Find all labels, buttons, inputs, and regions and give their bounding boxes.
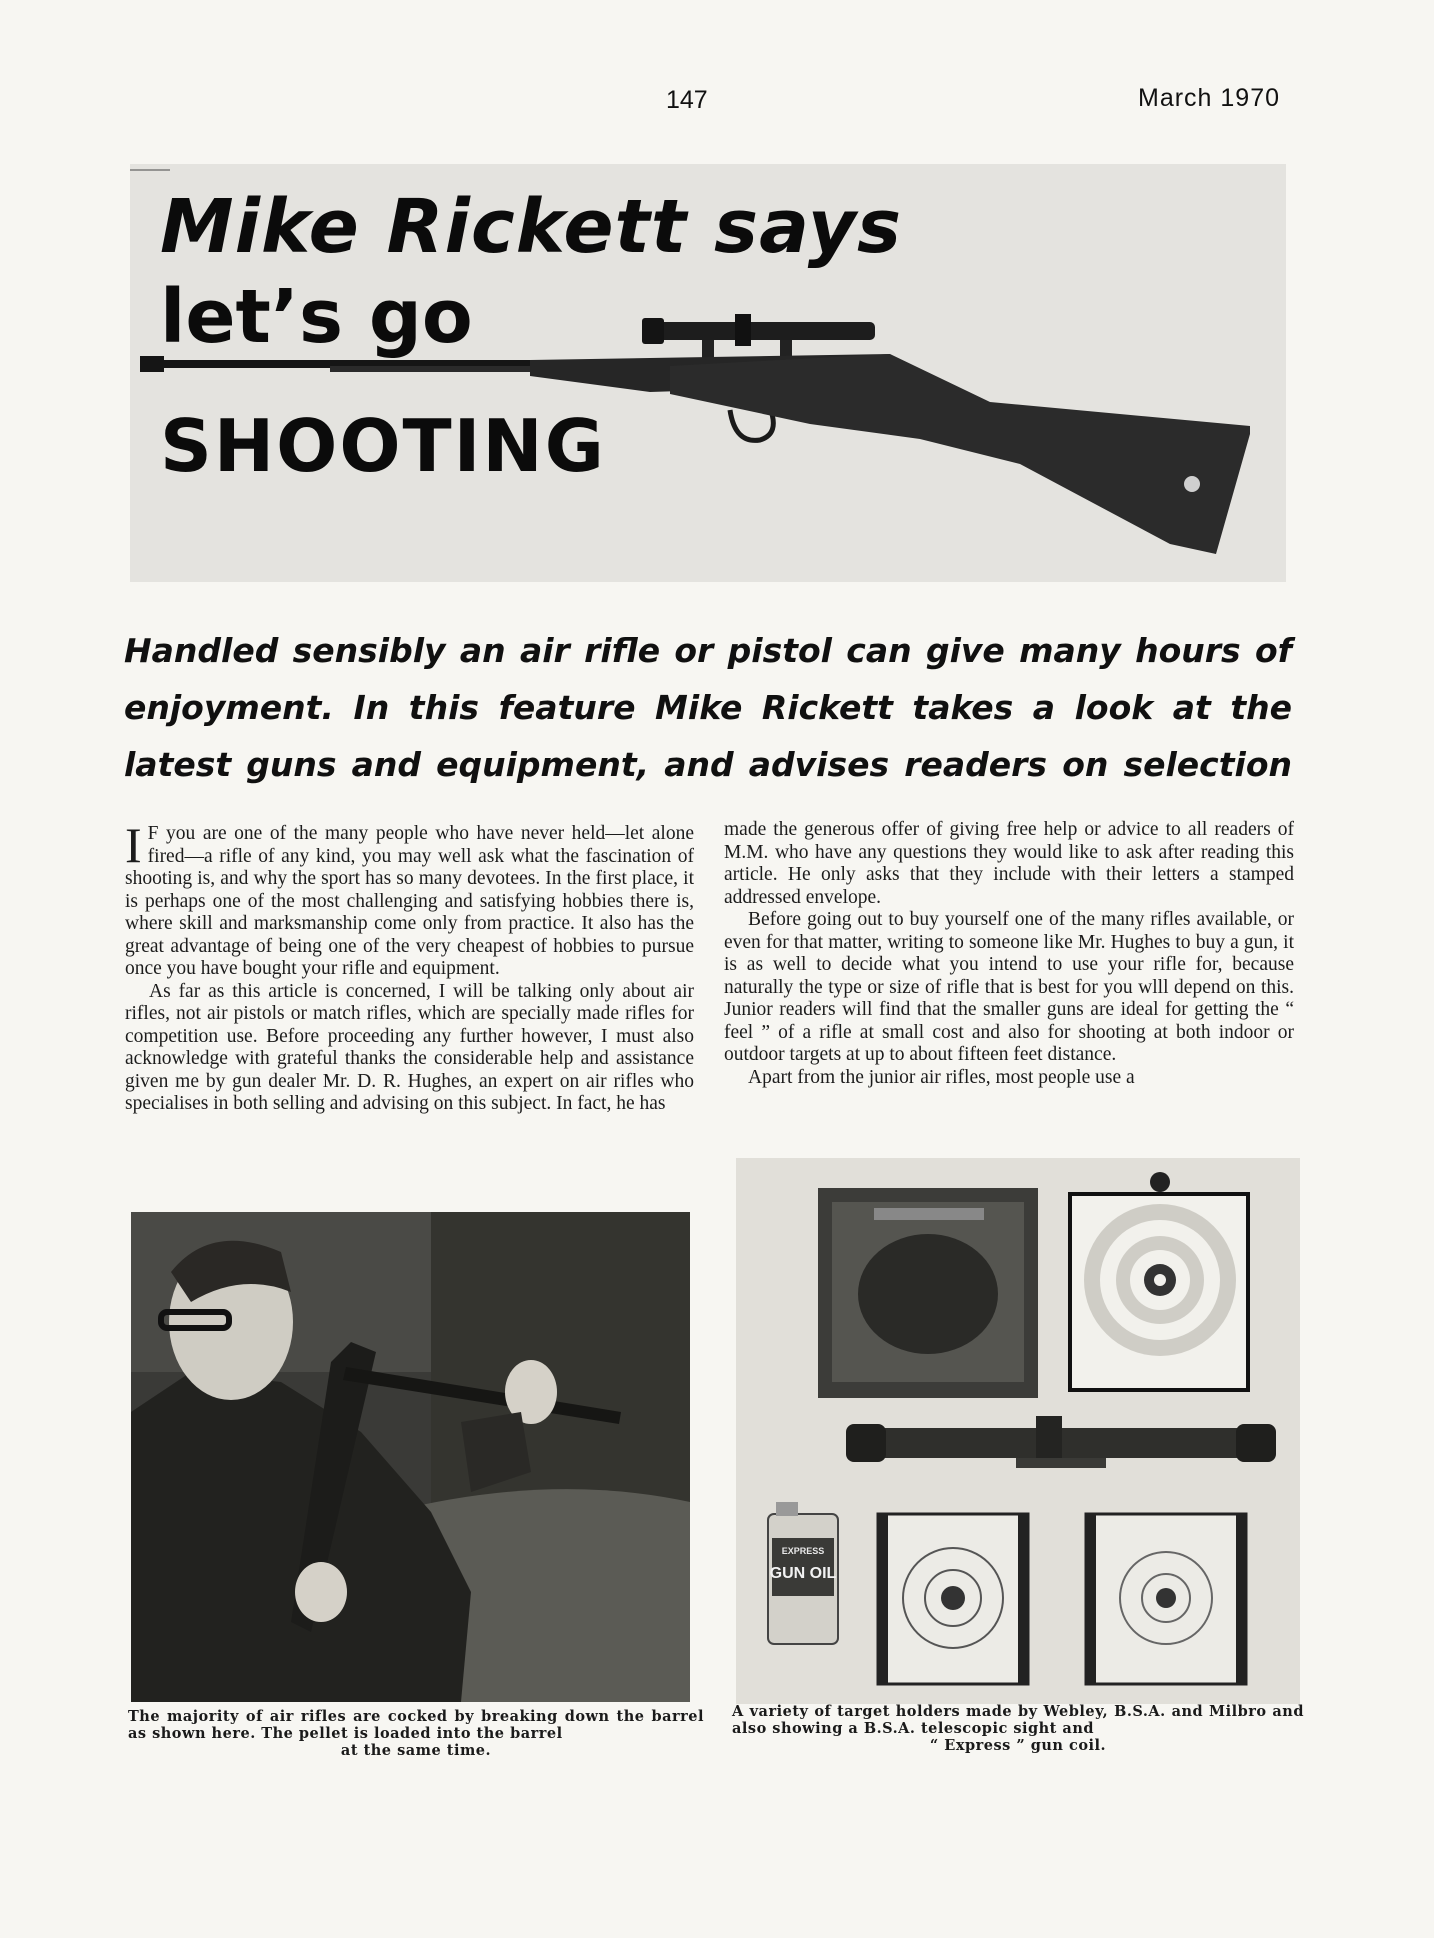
standfirst: Handled sensibly an air rifle or pistol can give many hours of enjoyment. In this feature Mike Rickett takes a look at the latest guns and equipment, and advises readers on selection bbox=[124, 631, 1292, 784]
page-number: 147 bbox=[666, 86, 708, 114]
caption-right-last-line: “ Express ” gun coil. bbox=[929, 1737, 1107, 1754]
photo-man-illustration bbox=[131, 1212, 690, 1702]
title-line-1: Mike Rickett says bbox=[160, 184, 903, 270]
title-line-2: let’s go bbox=[160, 274, 473, 360]
article-paragraph: Apart from the junior air rifles, most people use a bbox=[748, 1066, 1135, 1088]
title-line-3: SHOOTING bbox=[160, 404, 606, 488]
caption-right-text: A variety of target holders made by Webley, B.S.A. and Milbro and also showing a B.S.A. telescopic sight and bbox=[732, 1703, 1304, 1737]
article-paragraph: made the generous offer of giving free help or advice to all readers of M.M. who have any questions they would like to ask after reading this article. He only asks that they include with their letters a stamped addressed envelope. bbox=[724, 819, 1294, 908]
title-banner bbox=[130, 164, 1286, 582]
issue-date: March 1970 bbox=[1138, 84, 1281, 112]
article-paragraph bbox=[125, 817, 694, 981]
caption-left-last-line: at the same time. bbox=[340, 1742, 492, 1759]
equipment-illustration bbox=[736, 1158, 1300, 1704]
photo-man-cocking-rifle bbox=[131, 1212, 690, 1702]
caption-right bbox=[732, 1703, 1304, 1754]
paragraph-text: F you are one of the many people who have never held—let alone fired—a rifle of any kind, you may well ask what the fascination of shooting is, and why the sport has so many devotees. In the first place, it is perhaps one of the most challenging and satisfying hobbies there is, where skill and marksmanship come only from practice. It also has the great advantage of being one of the very cheapest of hobbies to pursue once you have bought your rifle and equipment. bbox=[125, 823, 694, 979]
drop-cap: I bbox=[125, 817, 142, 873]
article-paragraph: Before going out to buy yourself one of the many rifles available, or even for that matter, writing to someone like Mr. Hughes to buy a gun, it is as well to decide what you intend to use your rifle for, because naturally the type or size of rifle that is best for you wlll depend on this. Junior readers will find that the smaller guns are ideal for getting the “ feel ” of a rifle at small cost and also for shooting at both indoor or outdoor targets at up to about fifteen feet distance. bbox=[724, 909, 1294, 1065]
article-paragraph: As far as this article is concerned, I will be talking only about air rifles, not air pistols or match rifles, which are specially made rifles for competition use. Before proceeding any further however, I must also acknowledge with grateful thanks the considerable help and assistance given me by gun dealer Mr. D. R. Hughes, an expert on air rifles who specialises in both selling and advising on this subject. In fact, he has bbox=[125, 980, 694, 1114]
tin-label-top: EXPRESS bbox=[781, 1546, 825, 1556]
article-column-right bbox=[724, 819, 1294, 1089]
caption-left bbox=[128, 1708, 704, 1759]
article-column-left bbox=[125, 817, 694, 1116]
tin-label-main: GUN OIL bbox=[769, 1565, 837, 1582]
photo-shooting-equipment bbox=[736, 1158, 1300, 1704]
caption-left-text: The majority of air rifles are cocked by breaking down the barrel as shown here. The pellet is loaded into the barrel bbox=[128, 1708, 704, 1742]
